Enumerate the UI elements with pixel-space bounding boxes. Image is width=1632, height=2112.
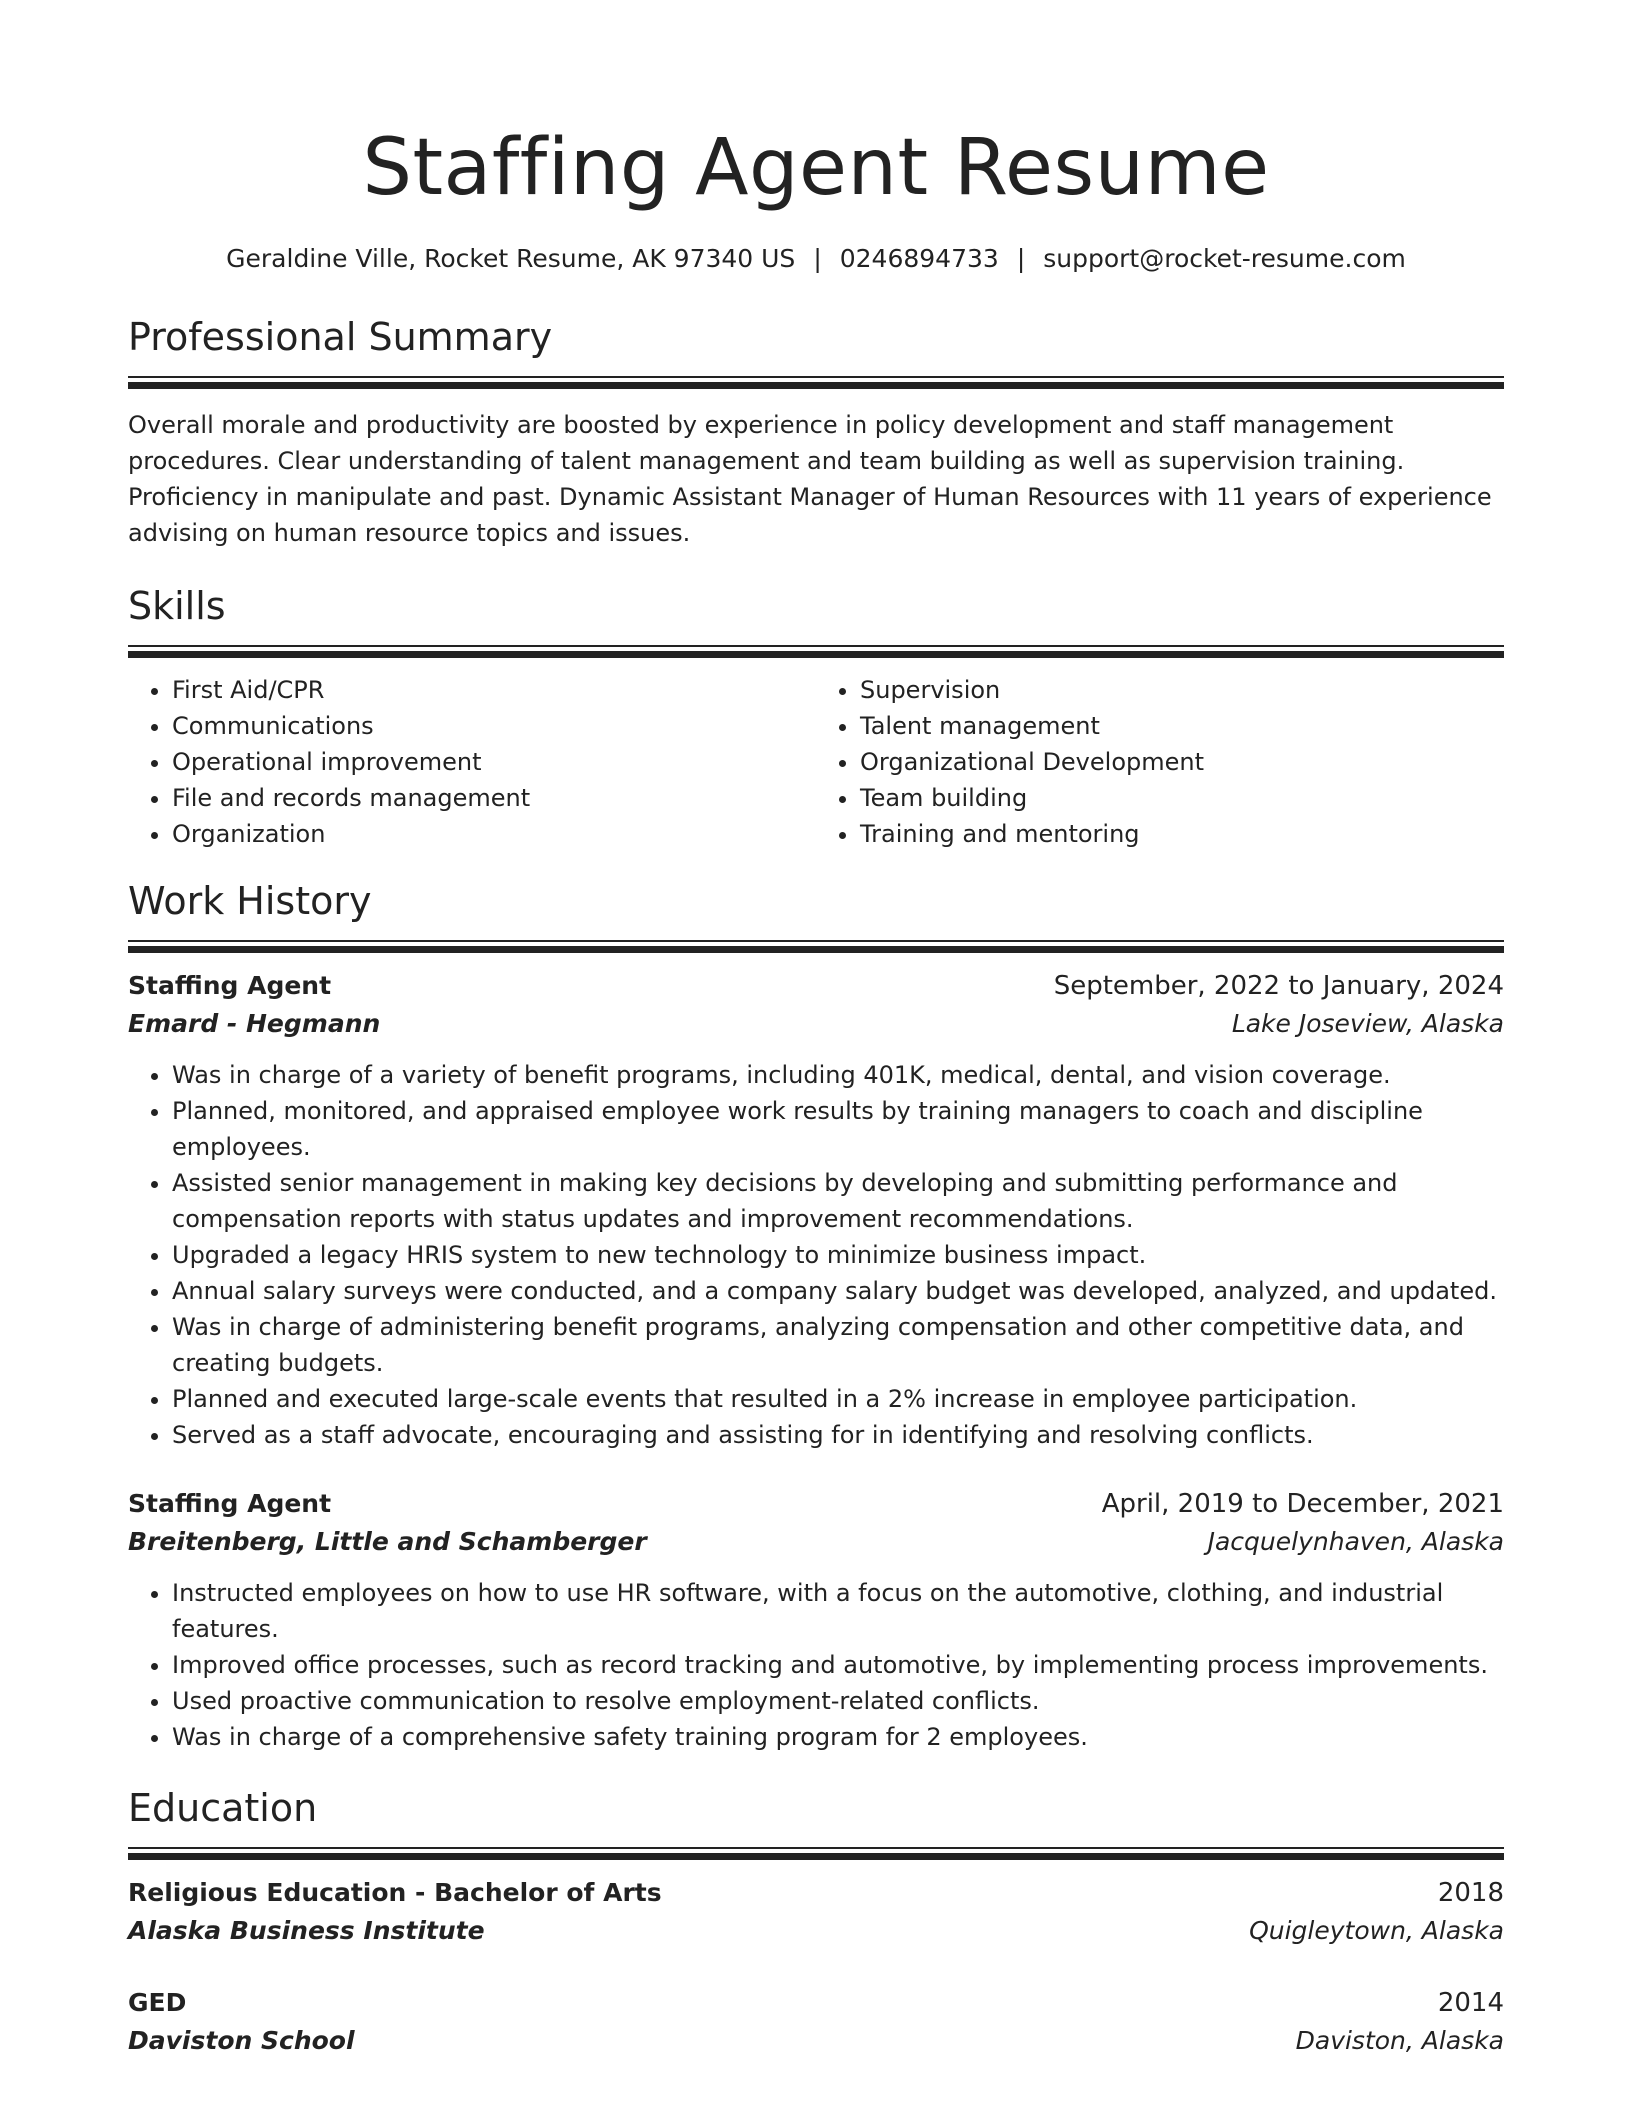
skill-item: • Training and mentoring [860, 816, 1504, 852]
skills-section [128, 583, 1504, 852]
education-subheader-row [128, 2022, 1504, 2060]
summary-heading: Professional Summary [128, 315, 553, 359]
education-subheader-row [128, 1912, 1504, 1950]
skill-item: • Organization [172, 816, 816, 852]
contact-separator: | [1016, 244, 1026, 273]
education-heading: Education [128, 1786, 318, 1830]
summary-text: Overall morale and productivity are boosted by experience in policy development and staff management procedures. Clear understanding of talent management and team building as well as supervision training. Proficiency in manipulate and past. Dynamic Assistant Manager of Human Resources with 11 years of experience advising on human resource topics and issues. [128, 411, 1492, 547]
education-entry [128, 1984, 1504, 2060]
contact-separator: | [813, 244, 822, 273]
work-history-section [128, 878, 1504, 1755]
job-bullet: • Was in charge of administering benefit programs, analyzing compensation and other competitive data, and creating budgets. [172, 1309, 1504, 1381]
job-company: Emard - Hegmann [128, 1009, 381, 1038]
skills-heading: Skills [128, 584, 226, 628]
contact-email: support@rocket-resume.com [1043, 244, 1406, 273]
contact-line [128, 242, 1504, 276]
section-divider [128, 1847, 1504, 1860]
skills-list-right [816, 672, 1504, 852]
job-bullet: • Planned and executed large-scale events that resulted in a 2% increase in employee participation. [172, 1381, 1504, 1417]
education-degree: Religious Education - Bachelor of Arts [128, 1878, 662, 1907]
job-header-row [128, 967, 1504, 1005]
education-school: Daviston School [128, 2026, 355, 2055]
job-company: Breitenberg, Little and Schamberger [128, 1527, 647, 1556]
job-subheader-row [128, 1523, 1504, 1561]
skill-item: • File and records management [172, 780, 816, 816]
resume-title: Staffing Agent Resume [362, 123, 1270, 213]
job-bullets [128, 1575, 1504, 1755]
education-degree: GED [128, 1988, 187, 2017]
job-bullet: • Annual salary surveys were conducted, and a company salary budget was developed, analyzed, and updated. [172, 1273, 1504, 1309]
contact-address: Geraldine Ville, Rocket Resume, AK 97340 US [226, 244, 796, 273]
skill-item: • Talent management [860, 708, 1504, 744]
education-year: 2018 [1437, 1878, 1504, 1908]
education-entry [128, 1874, 1504, 1950]
job-location: Jacquelynhaven, Alaska [1207, 1527, 1504, 1556]
education-school: Alaska Business Institute [128, 1916, 485, 1945]
skill-item: • Organizational Development [860, 744, 1504, 780]
education-section [128, 1785, 1504, 2060]
education-location: Daviston, Alaska [1295, 2026, 1504, 2055]
job-bullet: • Used proactive communication to resolve employment-related conflicts. [172, 1683, 1504, 1719]
job-title: Staffing Agent [128, 971, 332, 1000]
job-bullet: • Was in charge of a variety of benefit programs, including 401K, medical, dental, and vision coverage. [172, 1057, 1504, 1093]
education-location: Quigleytown, Alaska [1249, 1916, 1504, 1945]
resume-page [128, 112, 1504, 2060]
skills-list-left [128, 672, 816, 852]
job-entry [128, 967, 1504, 1453]
work-history-heading: Work History [128, 879, 372, 923]
job-dates: April, 2019 to December, 2021 [1101, 1489, 1504, 1519]
job-bullet: • Was in charge of a comprehensive safety training program for 2 employees. [172, 1719, 1504, 1755]
job-bullet: • Improved office processes, such as record tracking and automotive, by implementing process improvements. [172, 1647, 1504, 1683]
job-bullets [128, 1057, 1504, 1453]
job-bullet: • Served as a staff advocate, encouraging and assisting for in identifying and resolving conflicts. [172, 1417, 1504, 1453]
job-subheader-row [128, 1005, 1504, 1043]
education-header-row [128, 1874, 1504, 1912]
section-divider [128, 645, 1504, 658]
job-title: Staffing Agent [128, 1489, 332, 1518]
contact-phone: 0246894733 [839, 244, 999, 273]
education-year: 2014 [1437, 1988, 1504, 2018]
education-header-row [128, 1984, 1504, 2022]
job-bullet: • Upgraded a legacy HRIS system to new technology to minimize business impact. [172, 1237, 1504, 1273]
skills-columns [128, 672, 1504, 852]
job-bullet: • Assisted senior management in making key decisions by developing and submitting performance and compensation reports with status updates and improvement recommendations. [172, 1165, 1504, 1237]
job-dates: September, 2022 to January, 2024 [1053, 971, 1504, 1001]
section-divider [128, 940, 1504, 953]
summary-section [128, 314, 1504, 551]
skill-item: • First Aid/CPR [172, 672, 816, 708]
skill-item: • Supervision [860, 672, 1504, 708]
skill-item: • Team building [860, 780, 1504, 816]
job-bullet: • Instructed employees on how to use HR software, with a focus on the automotive, clothing, and industrial features. [172, 1575, 1504, 1647]
job-entry [128, 1485, 1504, 1755]
section-divider [128, 376, 1504, 389]
skill-item: • Communications [172, 708, 816, 744]
skill-item: • Operational improvement [172, 744, 816, 780]
job-header-row [128, 1485, 1504, 1523]
job-bullet: • Planned, monitored, and appraised employee work results by training managers to coach and discipline employees. [172, 1093, 1504, 1165]
job-location: Lake Joseview, Alaska [1231, 1009, 1504, 1038]
